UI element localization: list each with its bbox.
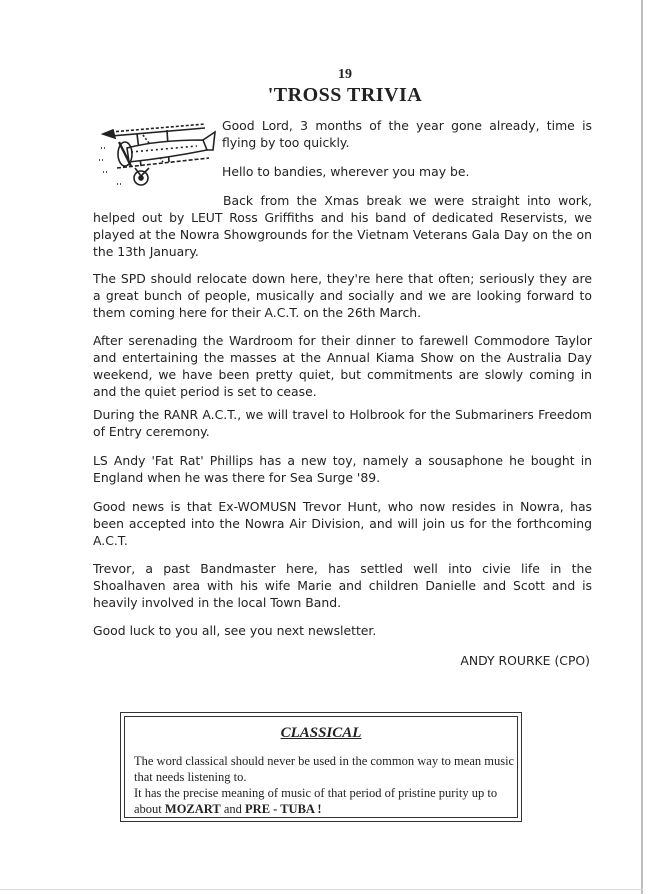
classical-mozart: MOZART: [164, 802, 221, 816]
paragraph-closing: Good luck to you all, see you next newsletter.: [93, 623, 377, 638]
paragraph-trevor-hunt: Good news is that Ex-WOMUSN Trevor Hunt, who now resides in Nowra, has been accepted into the Nowra Air Division, and will join us for the forthcoming A.C.T.: [93, 499, 592, 548]
classical-pre-tuba: PRE - TUBA !: [245, 802, 322, 816]
classical-title: CLASSICAL: [280, 725, 362, 741]
paragraph-xmas: Back from the Xmas break we were straight into work, helped out by LEUT Ross Griffiths and his band of dedicated Reservists, we played at the Nowra Showgrounds for the Vietnam Veterans Gala Day on the on the 13th January.: [93, 193, 592, 259]
classical-line-4-prefix: about: [134, 802, 162, 816]
biplane-icon: [97, 118, 221, 190]
page-edge-right: [641, 0, 643, 894]
classical-line-3: It has the precise meaning of music of that period of pristine purity up to: [134, 786, 498, 800]
paragraph-ranr: During the RANR A.C.T., we will travel to Holbrook for the Submariners Freedom of Entry ceremony.: [93, 407, 592, 439]
classical-line-2: that needs listening to.: [134, 770, 247, 784]
page-title: 'TROSS TRIVIA: [267, 84, 423, 106]
classical-box: [120, 712, 522, 822]
paragraph-bandmaster: Trevor, a past Bandmaster here, has settled well into civie life in the Shoalhaven area with his wife Marie and children Danielle and Scott and is heavily involved in the local Town Band.: [93, 561, 592, 610]
paragraph-intro: Good Lord, 3 months of the year gone already, time is flying by too quickly.: [222, 118, 592, 150]
paragraph-sousaphone: LS Andy 'Fat Rat' Phillips has a new toy, namely a sousaphone he bought in England when he was there for Sea Surge '89.: [93, 453, 592, 485]
page-number: 19: [338, 67, 352, 82]
page-edge-bottom: [0, 889, 643, 890]
paragraph-spd: The SPD should relocate down here, they're here that often; seriously they are a great bunch of people, musically and socially and we are looking forward to them coming here for their A.C.T. on the 26th March.: [93, 271, 592, 320]
paragraph-greeting: Hello to bandies, wherever you may be.: [222, 164, 470, 179]
classical-and: and: [223, 802, 242, 816]
classical-line-4: [134, 801, 322, 817]
classical-box-inner: [124, 716, 518, 818]
classical-line-1: The word classical should never be used in the common way to mean music: [134, 754, 515, 768]
signature: ANDY ROURKE (CPO): [460, 653, 590, 668]
paragraph-wardroom: After serenading the Wardroom for their dinner to farewell Commodore Taylor and entertaining the masses at the Annual Kiama Show on the Australia Day weekend, we have been pretty quiet, but commitments are slowly coming in and the quiet period is set to cease.: [93, 333, 592, 399]
